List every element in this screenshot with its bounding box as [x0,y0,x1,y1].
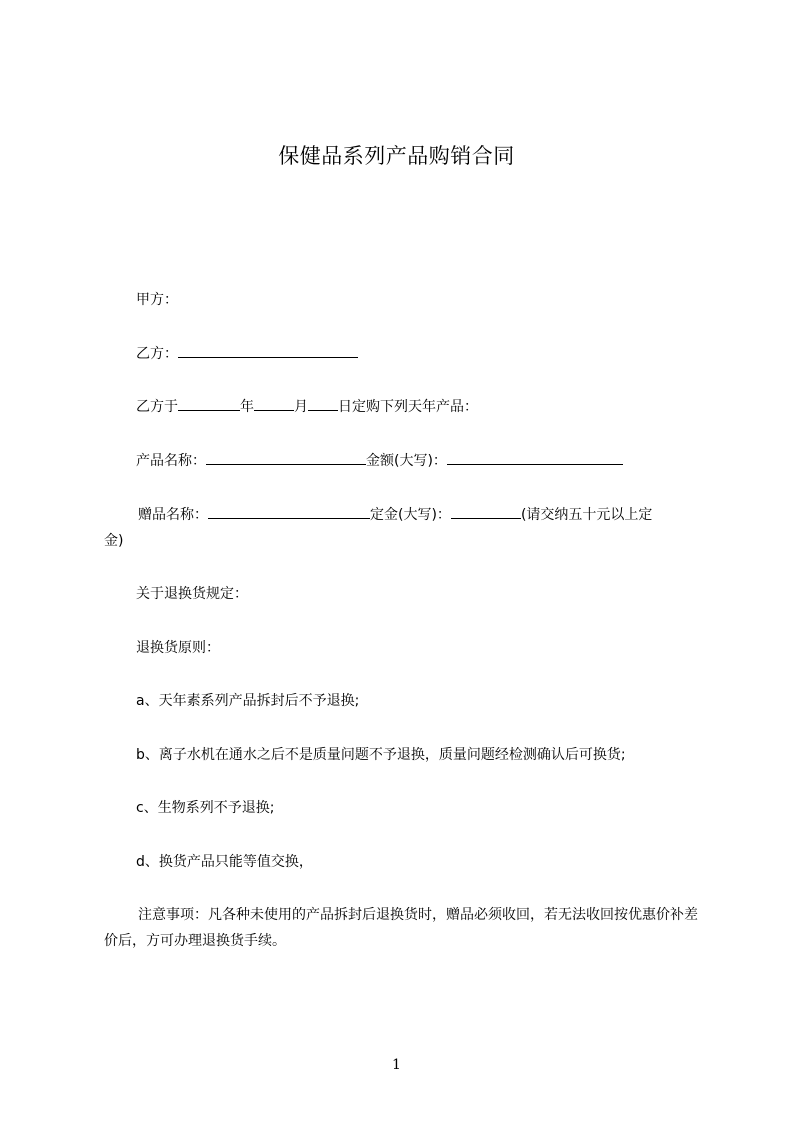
amount-label: 金额(大写)： [366,453,447,469]
deposit-blank [451,505,521,519]
return-heading: 关于退换货规定： [136,586,248,602]
rule-item: a、天年素系列产品拆封后不予退换; [136,693,360,709]
deposit-note-part1: (请交纳五十元以上定 [520,507,653,523]
party-b-label: 乙方： [136,346,178,362]
product-name-label: 产品名称： [136,453,206,469]
order-month-label: 月 [294,399,308,415]
deposit-label: 定金(大写)： [370,507,451,523]
product-name-blank [206,451,366,465]
notice-paragraph: 注意事项：凡各种未使用的产品拆封后退换货时，赠品必须收回，若无法收回按优惠价补差价后，方可办理退换货手续。 [104,907,698,949]
year-blank [178,397,240,411]
order-prefix: 乙方于 [136,399,178,415]
gift-line [104,505,652,525]
order-date-line [104,397,478,417]
principles-heading: 退换货原则： [136,640,220,656]
day-blank [308,397,338,411]
month-blank [254,397,294,411]
party-a-line [104,290,178,310]
gift-name-blank [208,505,370,519]
page-number: 1 [392,1057,401,1073]
rule-item: b、离子水机在通水之后不是质量问题不予退换，质量问题经检测确认后可换货; [136,747,626,763]
deposit-note-part2: 金) [104,533,124,549]
party-b-line [104,344,358,364]
party-b-blank [178,344,358,358]
order-year-label: 年 [240,399,254,415]
amount-blank [447,451,623,465]
party-a-label: 甲方： [136,292,178,308]
gift-name-label: 赠品名称： [138,507,208,523]
page-title: 保健品系列产品购销合同 [278,144,515,168]
rule-item: d、换货产品只能等值交换， [136,854,313,870]
product-line [104,451,623,471]
rule-item: c、生物系列不予退换; [136,800,275,816]
gift-line-continued [104,531,123,551]
order-suffix: 日定购下列天年产品： [338,399,478,415]
